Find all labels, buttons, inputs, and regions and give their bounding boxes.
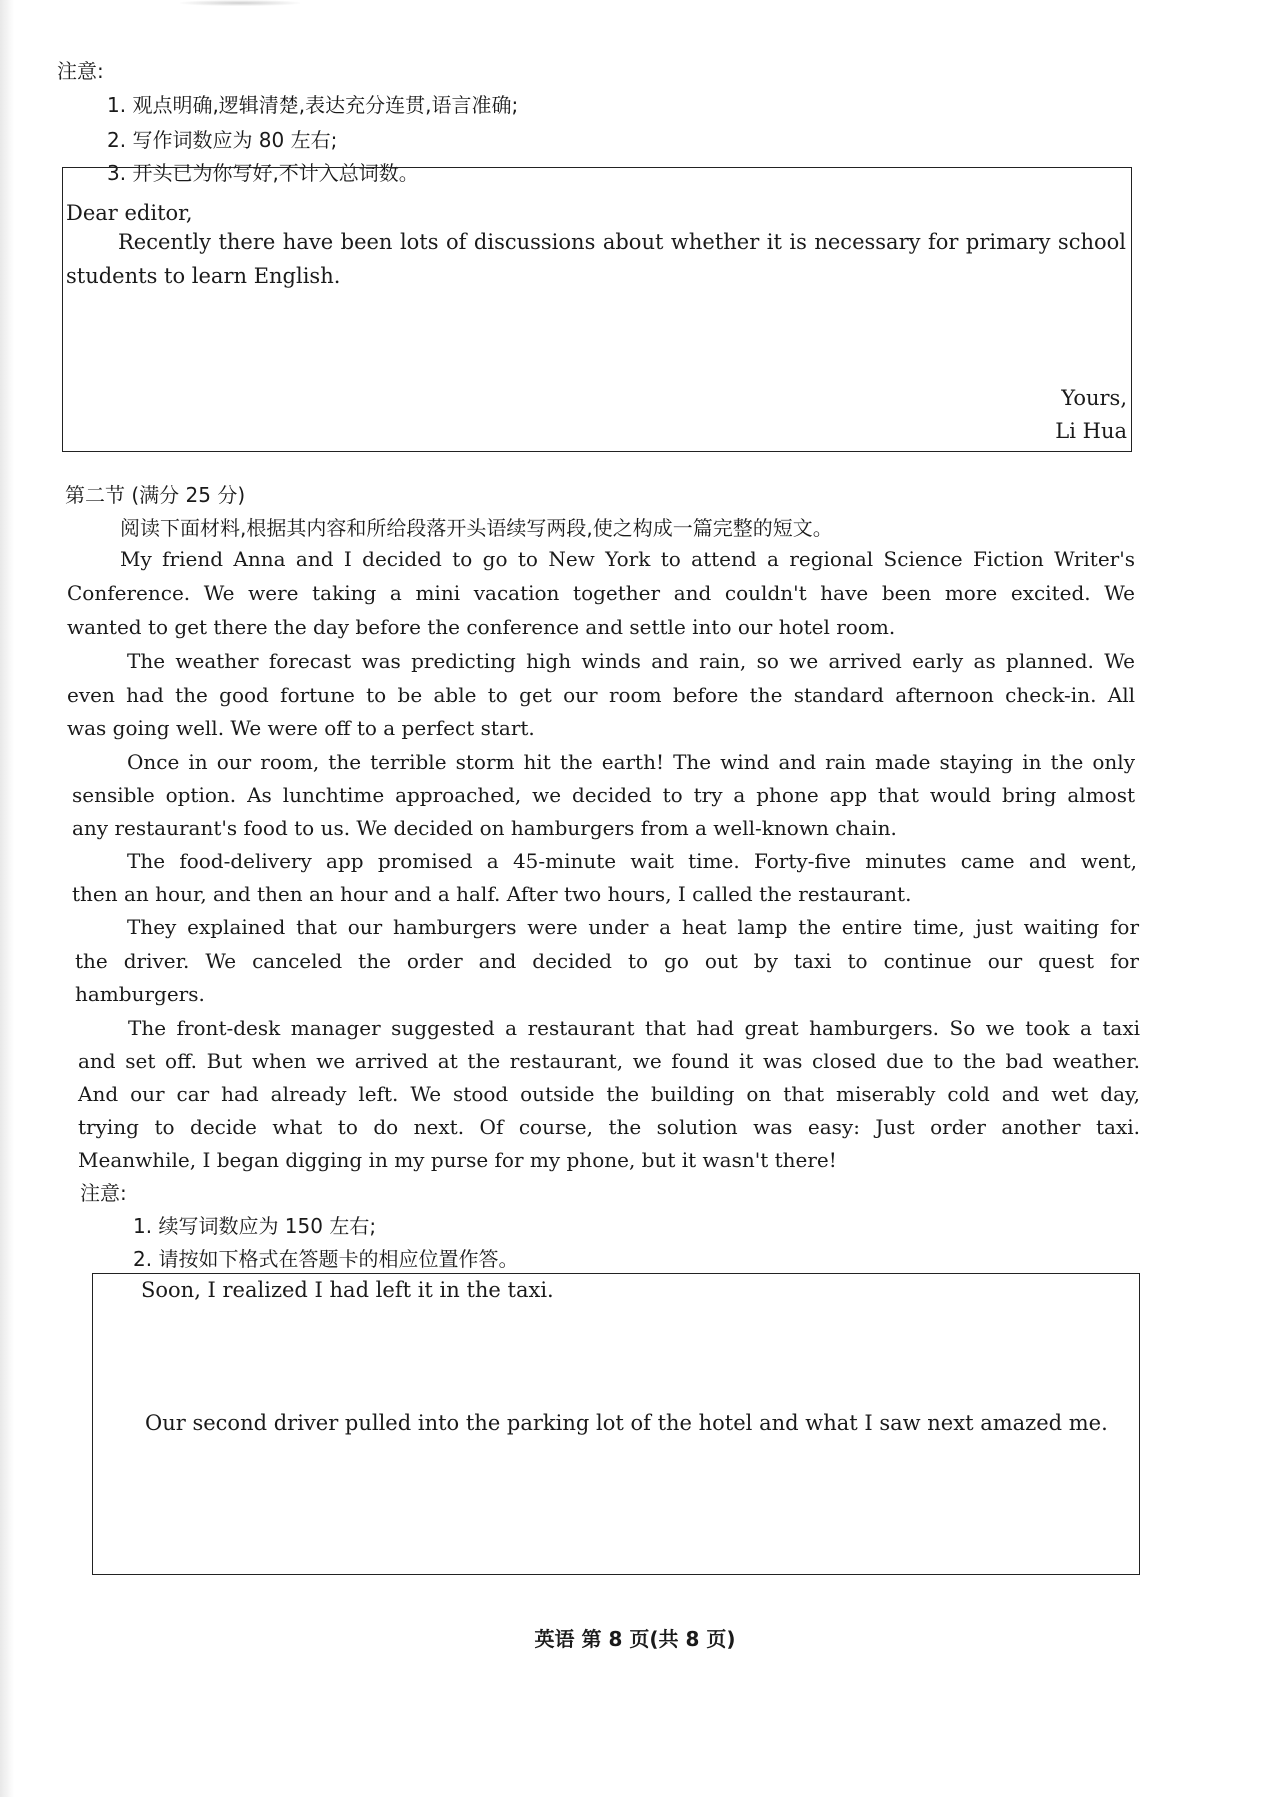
passage-line: The front-desk manager suggested a restaurant that had great hamburgers. So we took a taxi: [128, 1016, 1140, 1040]
scan-top-shadow: [180, 0, 300, 6]
passage-line: sensible option. As lunchtime approached, we decided to try a phone app that would bring almost: [72, 783, 1135, 807]
passage-line: My friend Anna and I decided to go to New York to attend a regional Science Fiction Writer's: [120, 547, 1135, 571]
notes-heading-1: 注意:: [57, 59, 104, 83]
note-1-1: 1. 观点明确,逻辑清楚,表达充分连贯,语言准确;: [107, 93, 519, 117]
notes-heading-2: 注意:: [80, 1181, 127, 1205]
page-footer: 英语 第 8 页(共 8 页): [534, 1627, 736, 1651]
section-2-heading: 第二节 (满分 25 分): [65, 483, 246, 507]
note-1-2: 2. 写作词数应为 80 左右;: [107, 128, 338, 152]
passage-line: trying to decide what to do next. Of course, the solution was easy: Just order another taxi.: [78, 1115, 1140, 1139]
passage-line: even had the good fortune to be able to get our room before the standard afternoon check-in. All: [67, 683, 1135, 707]
passage-line: any restaurant's food to us. We decided on hamburgers from a well-known chain.: [72, 816, 897, 840]
passage-line: Once in our room, the terrible storm hit the earth! The wind and rain made staying in the only: [127, 750, 1135, 774]
passage-line: Conference. We were taking a mini vacation together and couldn't have been more excited. We: [67, 581, 1135, 605]
letter-line-1: Recently there have been lots of discussions about whether it is necessary for primary school: [118, 230, 1126, 254]
answer-box: [92, 1273, 1140, 1575]
letter-signature: Li Hua: [1055, 419, 1127, 443]
passage-line: and set off. But when we arrived at the restaurant, we found it was closed due to the bad weather.: [78, 1049, 1140, 1073]
letter-closing: Yours,: [1061, 386, 1127, 410]
para2-start: Our second driver pulled into the parking lot of the hotel and what I saw next amazed me.: [145, 1411, 1108, 1435]
passage-line: They explained that our hamburgers were under a heat lamp the entire time, just waiting for: [127, 915, 1139, 939]
section-2-instruction: 阅读下面材料,根据其内容和所给段落开头语续写两段,使之构成一篇完整的短文。: [120, 516, 833, 540]
passage-line: Meanwhile, I began digging in my purse for my phone, but it wasn't there!: [78, 1148, 837, 1172]
para1-start: Soon, I realized I had left it in the taxi.: [141, 1278, 554, 1302]
letter-box: [62, 167, 1132, 452]
scan-edge-shadow: [0, 0, 14, 1797]
passage-line: was going well. We were off to a perfect start.: [67, 716, 535, 740]
note-2-2: 2. 请按如下格式在答题卡的相应位置作答。: [133, 1247, 519, 1271]
passage-line: then an hour, and then an hour and a half. After two hours, I called the restaurant.: [72, 882, 912, 906]
note-1-3: 3. 开头已为你写好,不计入总词数。: [107, 161, 419, 185]
letter-salutation: Dear editor,: [66, 201, 193, 225]
passage-line: The food-delivery app promised a 45-minute wait time. Forty-five minutes came and went,: [127, 849, 1137, 873]
passage-line: And our car had already left. We stood outside the building on that miserably cold and wet day,: [78, 1082, 1140, 1106]
note-2-1: 1. 续写词数应为 150 左右;: [133, 1214, 377, 1238]
passage-line: hamburgers.: [75, 982, 205, 1006]
letter-line-2: students to learn English.: [66, 264, 341, 288]
passage-line: the driver. We canceled the order and decided to go out by taxi to continue our quest for: [75, 949, 1139, 973]
passage-line: The weather forecast was predicting high winds and rain, so we arrived early as planned. We: [127, 649, 1135, 673]
passage-line: wanted to get there the day before the conference and settle into our hotel room.: [67, 615, 896, 639]
